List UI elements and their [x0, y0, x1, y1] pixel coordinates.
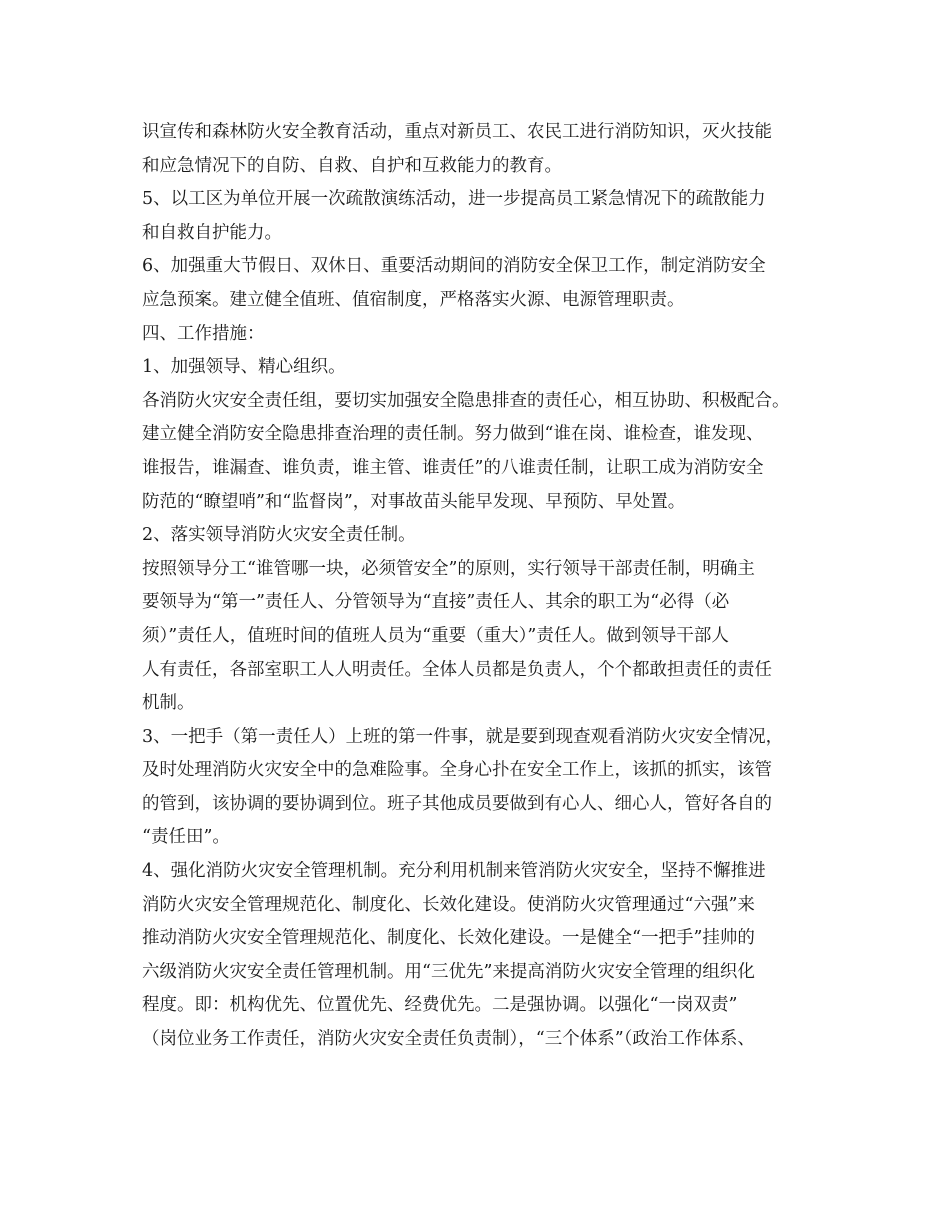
- text-line: 及时处理消防火灾安全中的急难险事。全身心扑在安全工作上，该抓的抓实，该管: [142, 760, 772, 781]
- text-line: 4、强化消防火灾安全管理机制。充分利用机制来管消防火灾安全，坚持不懈推进: [142, 861, 766, 882]
- text-line: 建立健全消防安全隐患排查治理的责任制。努力做到“谁在岗、谁检查，谁发现、: [142, 424, 764, 445]
- text-line: 机制。: [142, 693, 195, 714]
- text-line: 5、以工区为单位开展一次疏散演练活动，进一步提高员工紧急情况下的疏散能力: [142, 189, 766, 210]
- text-line: 3、一把手（第一责任人）上班的第一件事，就是要到现查观看消防火灾安全情况，: [142, 726, 784, 747]
- section-heading: 四、工作措施：: [142, 323, 265, 344]
- text-line: 按照领导分工“谁管哪一块，必须管安全”的原则，实行领导干部责任制，明确主: [142, 558, 755, 579]
- text-line: 消防火灾安全管理规范化、制度化、长效化建设。使消防火灾管理通过“六强”来: [142, 894, 755, 915]
- document-body: [142, 116, 832, 1057]
- text-line: （岗位业务工作责任，消防火灾安全责任负责制），“三个体系”（政治工作体系、: [142, 1029, 755, 1050]
- item-heading: 2、落实领导消防火灾安全责任制。: [142, 525, 416, 546]
- text-line: 六级消防火灾安全责任管理机制。用“三优先”来提高消防火灾安全管理的组织化: [142, 961, 755, 982]
- text-line: 应急预案。建立健全值班、值宿制度，严格落实火源、电源管理职责。: [142, 289, 685, 310]
- text-line: 的管到，该协调的要协调到位。班子其他成员要做到有心人、细心人，管好各自的: [142, 793, 772, 814]
- text-line: 和应急情况下的自防、自救、自护和互救能力的教育。: [142, 155, 562, 176]
- text-line: 人有责任，各部室职工人人明责任。全体人员都是负责人，个个都敢担责任的责任: [142, 659, 772, 680]
- text-line: 推动消防火灾安全管理规范化、制度化、长效化建设。一是健全“一把手”挂帅的: [142, 928, 755, 949]
- text-line: “责任田”。: [142, 827, 230, 848]
- text-line: 6、加强重大节假日、双休日、重要活动期间的消防安全保卫工作，制定消防安全: [142, 256, 766, 277]
- text-line: 各消防火灾安全责任组，要切实加强安全隐患排查的责任心，相互协助、积极配合。: [142, 390, 790, 411]
- text-line: 程度。即：机构优先、位置优先、经费优先。二是强协调。以强化“一岗双责”: [142, 995, 738, 1016]
- text-line: 要领导为“第一”责任人、分管领导为“直接”责任人、其余的职工为“必得（必: [142, 592, 730, 613]
- text-line: 和自救自护能力。: [142, 222, 282, 243]
- text-line: 须）”责任人，值班时间的值班人员为“重要（重大）”责任人。做到领导干部人: [142, 625, 729, 646]
- item-heading: 1、加强领导、精心组织。: [142, 357, 346, 378]
- text-line: 防范的“瞭望哨”和“监督岗”，对事故苗头能早发现、早预防、早处置。: [142, 491, 686, 512]
- text-line: 识宣传和森林防火安全教育活动，重点对新员工、农民工进行消防知识，灭火技能: [142, 122, 772, 142]
- text-line: 谁报告，谁漏查、谁负责，谁主管、谁责任”的八谁责任制，让职工成为消防安全: [142, 457, 764, 478]
